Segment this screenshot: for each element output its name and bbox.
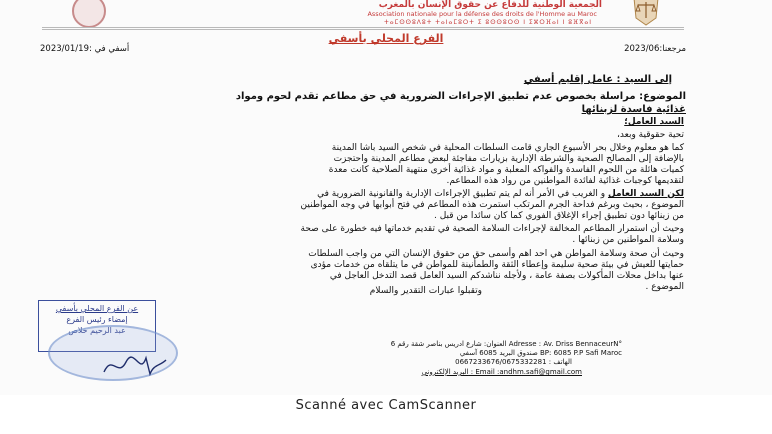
letterhead: [0, 0, 772, 28]
camscanner-watermark: Scanné avec CamScanner: [295, 398, 477, 413]
para1-line-1: كما هو معلوم وخلال بحر الأسبوع الجاري قامت السلطات المحلية في شخص السيد باشا المدينة: [331, 143, 684, 153]
salutation-title: السيد العامل؛: [624, 117, 684, 127]
para1-line-3: كميات هائلة من اللحوم الفاسدة والفواكه المعلبة و مواد غذائية أخرى منتهية الصلاحية كانت معدة: [328, 165, 684, 175]
para2-line-1-text: و الغريب في الأمر أنه لم يتم تطبيق الإجراءات الإدارية والقانونية الضرورية في: [317, 189, 606, 199]
association-logo-icon: [72, 0, 106, 28]
stamp-line-2: إمضاء رئيس الفرع: [66, 315, 128, 324]
para3-line-2: وسلامة المواطنين من زبنائها .: [572, 235, 684, 245]
greeting: تحية حقوقية وبعد،: [616, 130, 684, 140]
stamp-line-1: عن الفرع المحلي بأسفي: [55, 304, 139, 313]
para1-line-2: بالإضافة إلى المصالح الصحية والشرطة الإدارية بزيارات مفاجئة لبعض مطاعم المدينة واحتجزت: [333, 154, 684, 164]
stamp-line-3: عبد الرحيم خلاص: [68, 326, 126, 335]
footer-address: العنوان: شارع ادريس بناصر شقة رقم 6 Adresse : Av. Driss BennaceurN°: [390, 340, 622, 348]
footer-phone: الهاتف : 0667233676/0675332281: [455, 358, 572, 366]
para2-lead: لكن السيد العامل: [607, 189, 684, 199]
org-name-ar: الجمعية الوطنية للدفاع عن حقوق الإنسان بالمغرب: [378, 0, 602, 10]
recipient-line: إلى السيد : عامل إقليم أسفي: [523, 74, 672, 85]
para2-line-2: الموضوع ، بحيث وبرغم فداحة الجرم المرتكب استمرت هذه المطاعم في فتح أبوابها في وجه المواطنين: [300, 200, 684, 210]
branch-title: الفرع المحلي بأسفي: [328, 32, 444, 45]
handwritten-signature-icon: [100, 352, 170, 380]
header-divider-bottom: [42, 29, 684, 30]
org-name-fr: Association nationale pour la défense des droits de l'Homme au Maroc: [367, 10, 597, 18]
scales-emblem-icon: [630, 0, 662, 26]
para2-line-1: [317, 189, 684, 199]
para4-line-1: وحيث أن صحة وسلامة المواطن هي احد اهم وأسمى حق من حقوق الإنسان التي من واجب السلطات: [308, 249, 684, 259]
header-divider-top: [42, 27, 684, 28]
footer-po-box: صندوق البريد 6085 آسفي BP: 6085 P.P Safi Maroc: [459, 349, 622, 357]
org-name-amazigh: ⵜⴰⵎⵙⵙⵓⴷⵓⵜ ⵜⴰⵏⴰⵎⵓⵔⵜ ⵉ ⵓⵙⵙⵓⵔⵙ ⵏ ⵉⵣⵔⴼⴰⵏ ⵏ ⵓⴼⴳⴰⵏ: [384, 19, 592, 26]
subject-line-1: الموضوع: مراسلة بخصوص عدم تطبيق الإجراءات الضرورية في حق مطاعم تقدم لحوم ومواد: [235, 91, 686, 102]
para4-line-2: حمايتها للعيش في بيئة صحية سليمة وإعطاء الثقة والطمأنينة للمواطن في ما يتلقاه من خدمات مؤدى: [310, 260, 684, 270]
para3-line-1: وحيث أن استمرار المطاعم المخالفة لإجراءات السلامة الصحية في تقديم خدماتها فيه خطورة على صحة: [300, 224, 684, 234]
date-location: أسفي في :2023/01/19: [40, 44, 130, 54]
closing-line: وتقبلوا عبارات التقدير والسلام: [369, 286, 482, 296]
para2-line-3: من زبنائها دون تطبيق إجراء الإغلاق الفوري كما كان سائدا من قبل .: [433, 211, 684, 221]
reference-number: مرجعنا:2023/06: [624, 44, 686, 54]
footer-email: البريد الإلكتروني : Email :andhm.safi@gmail.com: [421, 368, 582, 376]
para4-line-3: عنها بداخل محلات المأكولات بصفة عامة ، ولأجله نناشدكم السيد العامل قصد التدخل العاجل في: [329, 271, 684, 281]
subject-line-2: غذائية فاسدة لزبنائها: [581, 104, 686, 115]
para1-line-4: لتقديمها كوجبات غذائية لفائدة المواطنين من رواد هذه المطاعم.: [446, 176, 684, 186]
para4-line-4: الموضوع .: [645, 282, 684, 292]
